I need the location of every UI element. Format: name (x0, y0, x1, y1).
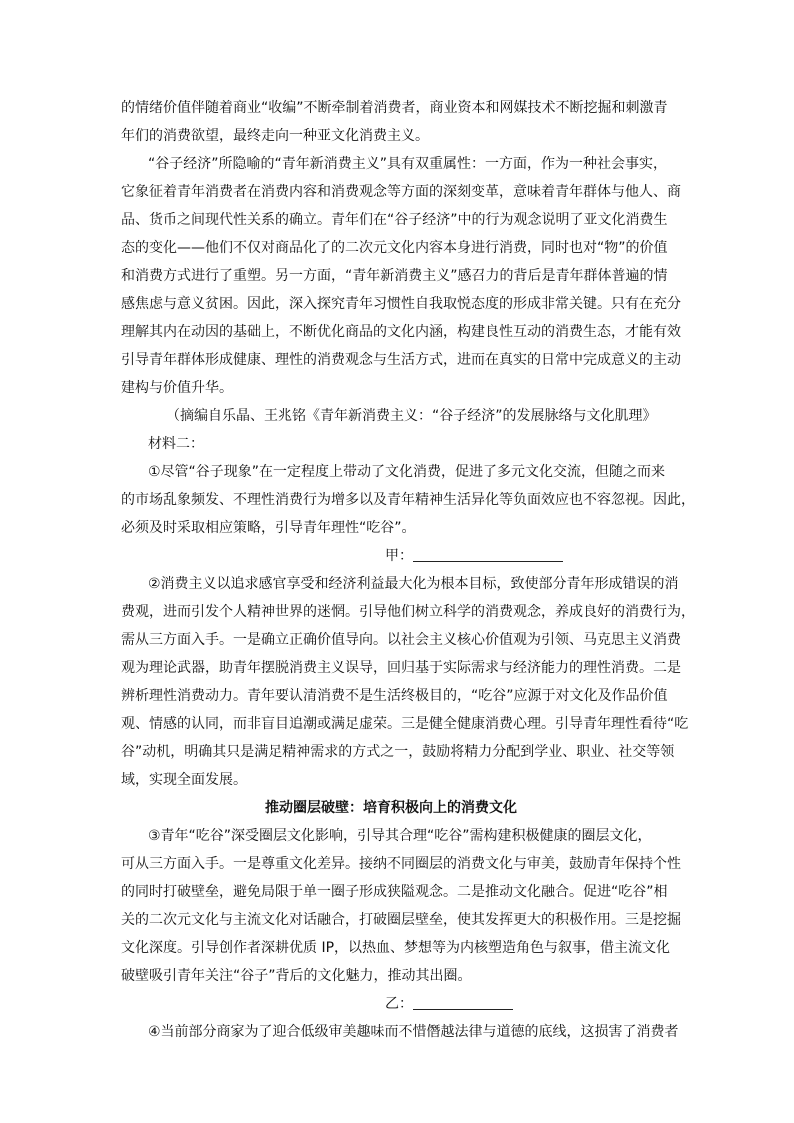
text-line: 费观，进而引发个人精神世界的迷惘。引导他们树立科学的消费观念，养成良好的消费行为， (121, 604, 695, 620)
section-heading-material-2: 材料二： (148, 436, 204, 452)
text-line: 感焦虑与意义贫困。因此，深入探究青年习惯性自我取悦态度的形成非常关键。只有在充分 (121, 296, 681, 312)
text-line: ③青年“吃谷”深受圈层文化影响，引导其合理“吃谷”需构建积极健康的圈层文化， (148, 828, 652, 844)
blank-yi (385, 995, 513, 1013)
text-line: 关的二次元文化与主流文化对话融合，打破圈层壁垒，使其发挥更大的积极作用。三是挖掘 (121, 912, 681, 928)
text-line: 引导青年群体形成健康、理性的消费观念与生活方式，进而在真实的日常中完成意义的主动 (121, 352, 681, 368)
text-line: 需从三方面入手。一是确立正确价值导向。以社会主义核心价值观为引领、马克思主义消费 (121, 632, 681, 648)
text-line: 理解其内在动因的基础上，不断优化商品的文化内涵，构建良性互动的消费生态，才能有效 (121, 324, 681, 340)
blank-jia (385, 547, 563, 565)
subheading: 推动圈层破壁：培育积极向上的消费文化 (265, 800, 517, 816)
text-line: 的情绪价值伴随着商业“收编”不断牵制着消费者，商业资本和网媒技术不断挖掘和刺激青 (121, 100, 668, 116)
text-line: 谷”动机，明确其只是满足精神需求的方式之一，鼓励将精力分配到学业、职业、社交等领 (121, 744, 675, 760)
text-line: 品、货币之间现代性关系的确立。青年们在“谷子经济”中的行为观念说明了亚文化消费生 (121, 212, 668, 228)
text-line: 的同时打破壁垒，避免局限于单一圈子形成狭隘观念。二是推动文化融合。促进“吃谷”相 (121, 884, 668, 900)
text-line: 观为理论武器，助青年摆脱消费主义误导，回归基于实际需求与经济能力的理性消费。二是 (121, 660, 681, 676)
text-line: 辨析理性消费动力。青年要认清消费不是生活终极目的，“吃谷”应源于对文化及作品价值 (121, 688, 668, 704)
text-line: 破壁吸引青年关注“谷子”背后的文化魅力，推动其出圈。 (121, 968, 472, 984)
source-citation: （摘编自乐晶、王兆铭《青年新消费主义：“谷子经济”的发展脉络与文化肌理》 (166, 408, 657, 424)
text-line: 文化深度。引导创作者深耕优质 IP，以热血、梦想等为内核塑造角色与叙事，借主流文化 (121, 940, 671, 956)
text-line: 必须及时采取相应策略，引导青年理性“吃谷”。 (121, 520, 416, 536)
blank-label: 甲： (385, 548, 413, 564)
text-line: ①尽管“谷子现象”在一定程度上带动了文化消费，促进了多元文化交流，但随之而来 (148, 464, 666, 480)
blank-label: 乙： (385, 996, 413, 1012)
text-line: 态的变化——他们不仅对商品化了的二次元文化内容本身进行消费，同时也对“物”的价值 (121, 240, 668, 256)
fill-blank-line (413, 547, 563, 562)
fill-blank-line (413, 995, 513, 1010)
text-line: 它象征着青年消费者在消费内容和消费观念等方面的深刻变革，意味着青年群体与他人、商 (121, 184, 681, 200)
text-line: ②消费主义以追求感官享受和经济利益最大化为根本目标，致使部分青年形成错误的消 (148, 576, 679, 592)
text-line: 年们的消费欲望，最终走向一种亚文化消费主义。 (121, 128, 429, 144)
text-line: 的市场乱象频发、不理性消费行为增多以及青年精神生活异化等负面效应也不容忽视。因此， (121, 492, 695, 508)
text-line: ④当前部分商家为了迎合低级审美趣味而不惜僭越法律与道德的底线，这损害了消费者 (148, 1024, 679, 1040)
text-line: “谷子经济”所隐喻的“青年新消费主义”具有双重属性：一方面，作为一种社会事实， (148, 156, 668, 172)
text-line: 观、情感的认同，而非盲目追潮或满足虚荣。三是健全健康消费心理。引导青年理性看待“吃 (121, 716, 689, 732)
text-line: 可从三方面入手。一是尊重文化差异。接纳不同圈层的消费文化与审美，鼓励青年保持个性 (121, 856, 681, 872)
text-line: 和消费方式进行了重塑。另一方面，“青年新消费主义”感召力的背后是青年群体普遍的情 (121, 268, 668, 284)
text-line: 域，实现全面发展。 (121, 772, 247, 788)
text-line: 建构与价值升华。 (121, 380, 233, 396)
